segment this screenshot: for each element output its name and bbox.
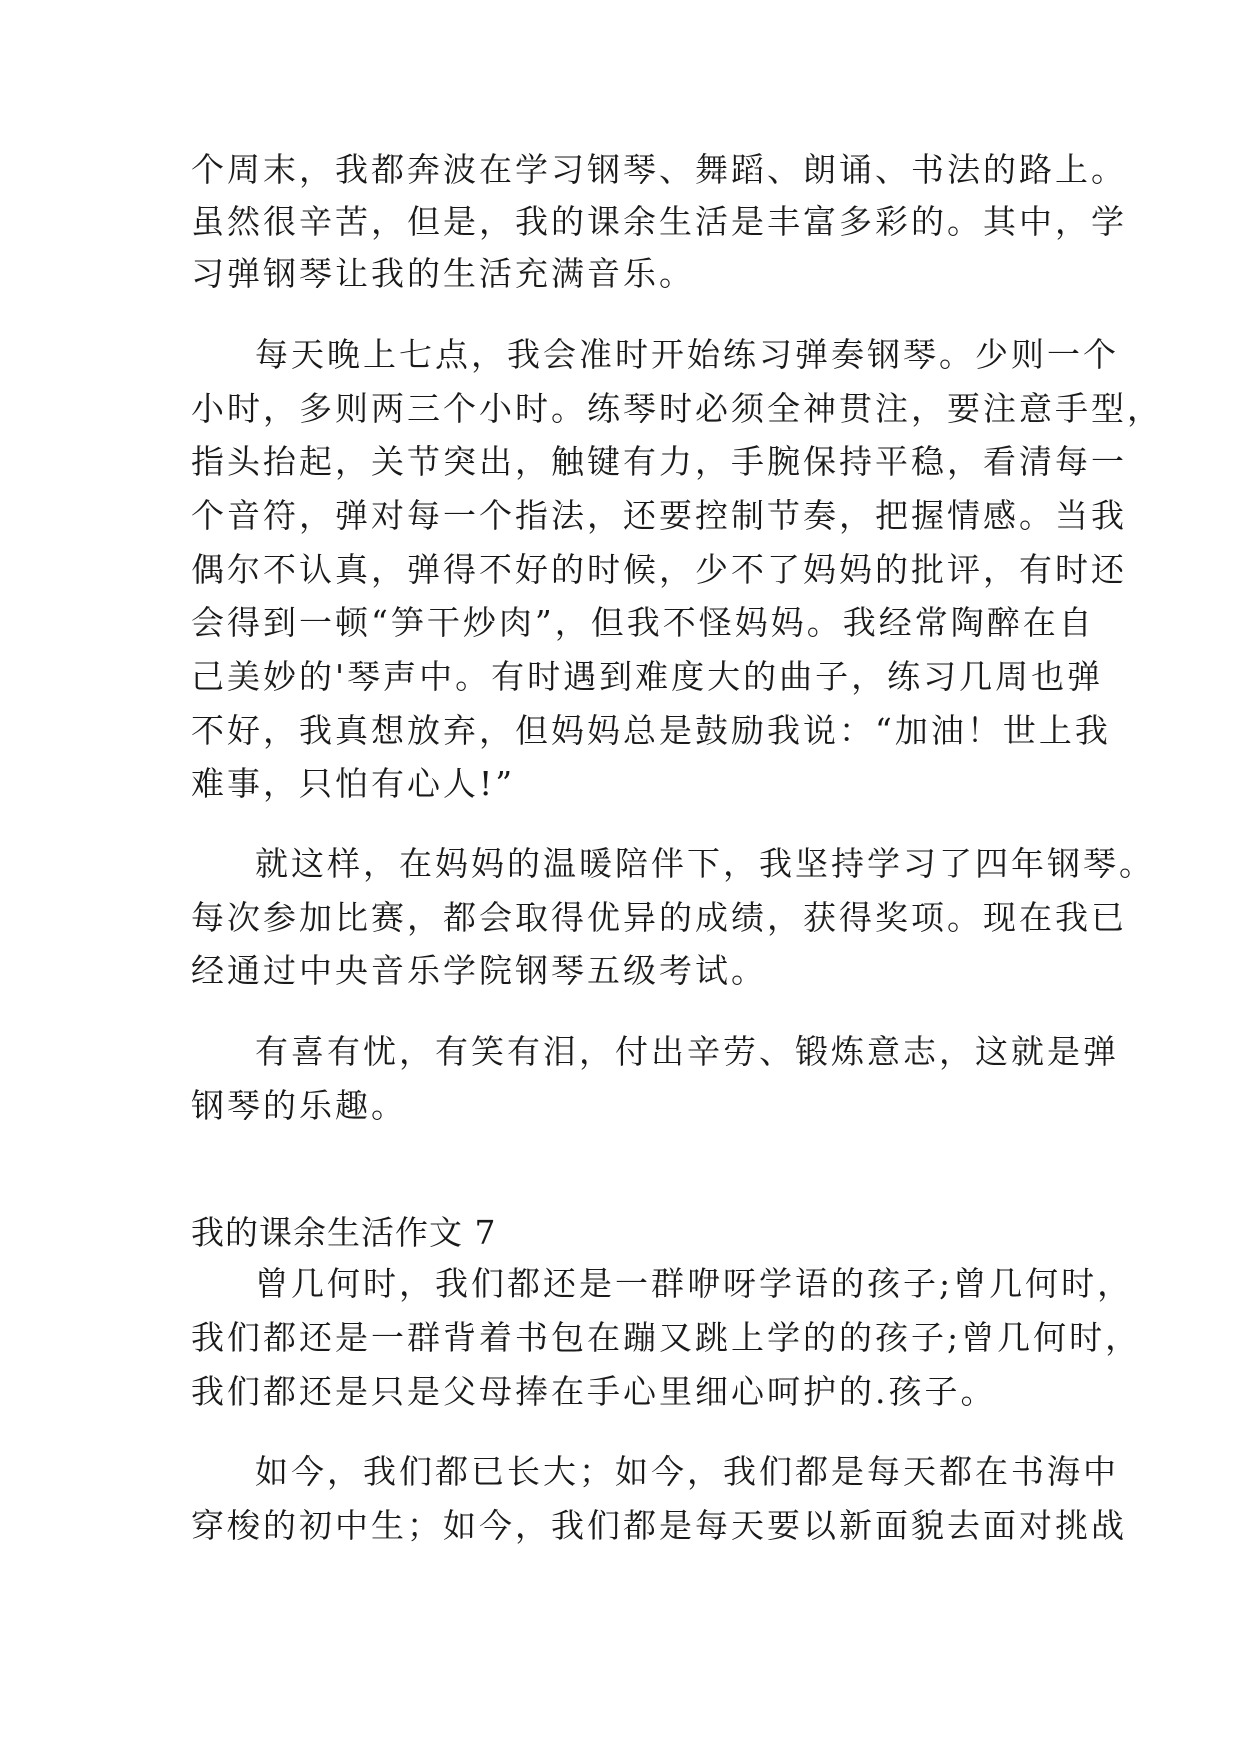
paragraph-2-line-6: 会得到一顿“笋干炒肉”，但我不怪妈妈。我经常陶醉在自 (191, 603, 1095, 642)
paragraph-5-line-1: 曾几何时，我们都还是一群咿呀学语的孩子;曾几何时， (255, 1264, 1134, 1303)
paragraph-2-line-8: 不好，我真想放弃，但妈妈总是鼓励我说：“加油！世上我 (191, 711, 1111, 750)
paragraph-4-line-2: 钢琴的乐趣。 (191, 1086, 407, 1125)
paragraph-2-line-9: 难事，只怕有心人!” (191, 764, 516, 803)
paragraph-6-line-2: 穿梭的初中生；如今，我们都是每天要以新面貌去面对挑战 (191, 1506, 1127, 1545)
paragraph-2-line-3: 指头抬起，关节突出，触键有力，手腕保持平稳，看清每一 (191, 442, 1127, 481)
paragraph-2-line-4: 个音符，弹对每一个指法，还要控制节奏，把握情感。当我 (191, 496, 1127, 535)
paragraph-1-line-2: 虽然很辛苦，但是，我的课余生活是丰富多彩的。其中，学 (191, 202, 1127, 241)
paragraph-4-line-1: 有喜有忧，有笑有泪，付出辛劳、锻炼意志，这就是弹 (255, 1032, 1119, 1071)
paragraph-2-line-5: 偶尔不认真，弹得不好的时候，少不了妈妈的批评，有时还 (191, 550, 1127, 589)
paragraph-2-line-2: 小时，多则两三个小时。练琴时必须全神贯注，要注意手型， (191, 389, 1163, 428)
paragraph-3-line-1: 就这样，在妈妈的温暖陪伴下，我坚持学习了四年钢琴。 (255, 844, 1155, 883)
section-heading: 我的课余生活作文 7 (191, 1213, 497, 1252)
paragraph-6-line-1: 如今，我们都已长大；如今，我们都是每天都在书海中 (255, 1452, 1119, 1491)
paragraph-3-line-2: 每次参加比赛，都会取得优异的成绩，获得奖项。现在我已 (191, 898, 1127, 937)
paragraph-5-line-2: 我们都还是一群背着书包在蹦又跳上学的的孩子;曾几何时， (191, 1318, 1142, 1357)
paragraph-3-line-3: 经通过中央音乐学院钢琴五级考试。 (191, 951, 767, 990)
paragraph-5-line-3: 我们都还是只是父母捧在手心里细心呵护的.孩子。 (191, 1372, 997, 1411)
paragraph-1-line-1: 个周末，我都奔波在学习钢琴、舞蹈、朗诵、书法的路上。 (191, 150, 1127, 189)
paragraph-1-line-3: 习弹钢琴让我的生活充满音乐。 (191, 254, 695, 293)
paragraph-2-line-1: 每天晚上七点，我会准时开始练习弹奏钢琴。少则一个 (255, 335, 1119, 374)
paragraph-2-line-7: 己美妙的'琴声中。有时遇到难度大的曲子，练习几周也弹 (191, 657, 1104, 696)
